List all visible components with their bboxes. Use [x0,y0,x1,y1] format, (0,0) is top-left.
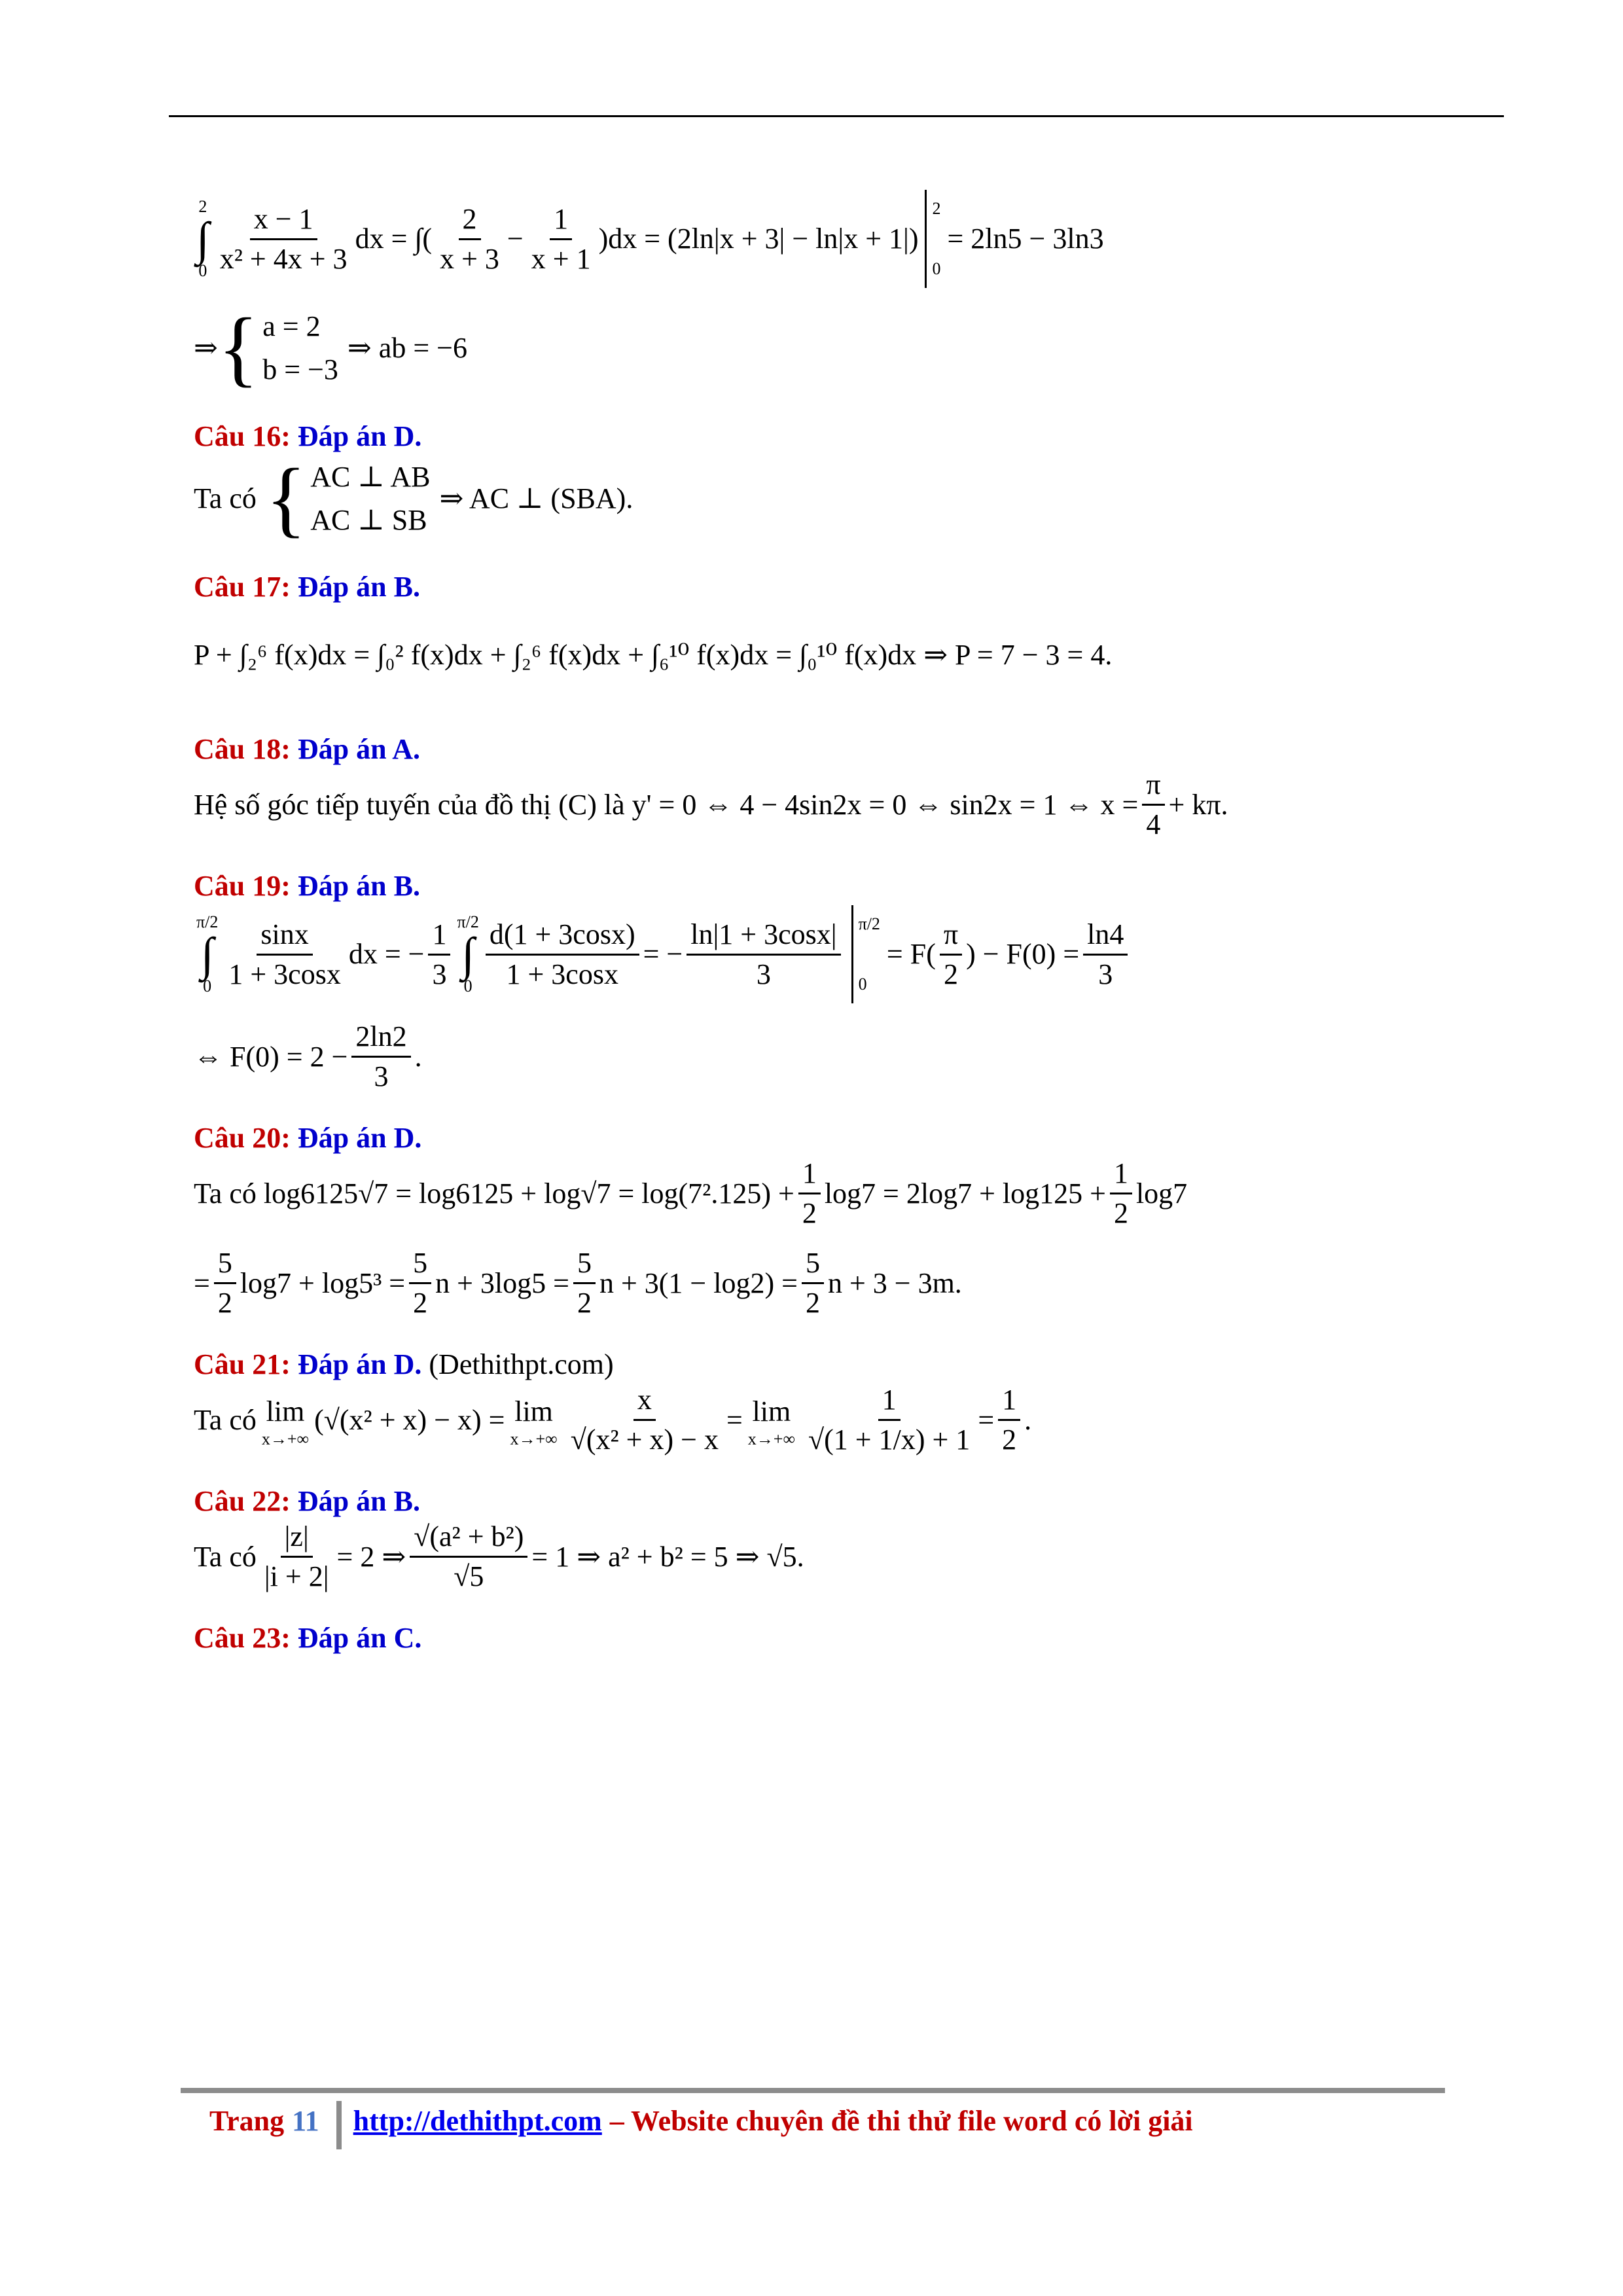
q22-heading: Câu 22: Đáp án B. [194,1485,420,1517]
fraction: $\frac{1}{x + 1}$ [531,202,591,275]
footer-separator [336,2101,342,2149]
q19-line2: ⇔ F(0) = 2 − $\frac{2\ln 2}{3}$ . [194,1020,422,1092]
integral-sign: 2 ∫ 0 [196,197,209,280]
expr: )dx = (2ln|x + 3| − ln|x + 1|) [598,223,919,255]
q16-line: Ta có { AC ⊥ AB AC ⊥ SB ⇒ AC ⊥ (SBA). [194,452,633,546]
q16-heading: Câu 16: Đáp án D. [194,420,422,452]
expr: ⇒ ab = −6 [347,332,467,364]
footer-tagline: – Website chuyên đề thi thử file word có lời giải [609,2105,1193,2137]
fraction: $\frac{2}{x + 3}$ [440,202,499,275]
q17-line: P + ∫₂⁶ f(x)dx = ∫₀² f(x)dx + ∫₂⁶ f(x)dx + ∫₆¹⁰ f(x)dx = ∫₀¹⁰ f(x)dx ⇒ P = 7 − 3 = 4. [194,639,1113,671]
q18-line: Hệ số góc tiếp tuyến của đồ thị (C) là y' = 0 ⇔ 4 − 4sin2x = 0 ⇔ sin2x = 1 ⇔ x = $\frac{\pi}{4}$ + kπ. [194,768,1228,840]
integral-sign: π/2 ∫ 0 [457,912,479,996]
page-label: Trang [209,2105,285,2137]
page-number: 11 [292,2105,319,2137]
q17-heading: Câu 17: Đáp án B. [194,571,420,603]
system: AC ⊥ AB AC ⊥ SB [310,461,431,536]
brace: { [265,452,307,546]
expr: = 2ln5 − 3ln3 [947,223,1104,255]
header-rule [169,115,1504,117]
website-link[interactable]: http://dethithpt.com [353,2105,602,2137]
q20-heading: Câu 20: Đáp án D. [194,1122,422,1154]
q18-heading: Câu 18: Đáp án A. [194,733,420,765]
q20-line2: = $\frac{5}{2}$ log7 + log5³ = $\frac{5}{2}$ n + 3log5 = $\frac{5}{2}$ n + 3(1 − log2) = $\frac{5}{2}$ n + 3 − 3m. [194,1247,962,1319]
q20-line1: Ta có log6125√7 = log6125 + log√7 = log(7².125) + $\frac{1}{2}$ log7 = 2log7 + log125 + $\frac{1}{2}$ log7 [194,1157,1188,1229]
fraction: $\frac{x - 1}{\text{x² + 4x + 3}}$ [219,202,348,275]
q22-line: Ta có $\frac{|z|}{|i + 2|}$ = 2 ⇒ $\frac{\text{√(a² + b²)}}{√5}$ = 1 ⇒ a² + b² = 5 ⇒ √5. [194,1520,804,1592]
evaluation-bar: π/2 0 [851,905,880,1003]
footer-rule [181,2088,1445,2093]
evaluation-bar: 2 0 [925,190,940,288]
page-footer [209,2101,1193,2142]
q15-system-line [194,301,1476,395]
expr: dx = ∫( [355,223,433,255]
solutions-body [194,190,1476,1657]
q15-integral-line [194,190,1476,288]
expr: − [507,223,524,255]
q19-line1: π/2 ∫ 0 $\frac{\sin x}{1 + 3\cos x}$ dx = − $\frac{1}{3}$ π/2 ∫ 0 $\frac{d(1 + 3\cos x)}{1 + 3\cos x}$ = − $\frac{\ln|1 + 3\cos x|}{3}$ π/2 0 = F( $\frac{\pi}{2}$ ) − F(0) = $\frac{\ln 4}{3}$ [194,905,1476,1003]
brace: { [217,301,259,395]
system: a = 2 b = −3 [262,310,338,386]
q23-heading: Câu 23: Đáp án C. [194,1622,422,1654]
integral-sign: π/2 ∫ 0 [196,912,219,996]
fraction: $\frac{\pi}{4}$ [1142,768,1164,841]
q21-line: Ta có lim x→+∞ (√(x² + x) − x) = lim x→+∞ $\frac{x}{\text{√(x² + x) − x}}$ = lim x→+∞ $\frac{1}{√(1 + 1/x) + 1}$ = $\frac{1}{2}$ . [194,1384,1032,1456]
implies: ⇒ [194,332,218,364]
q21-heading: Câu 21: Đáp án D. (Dethithpt.com) [194,1348,614,1380]
q19-heading: Câu 19: Đáp án B. [194,870,420,902]
